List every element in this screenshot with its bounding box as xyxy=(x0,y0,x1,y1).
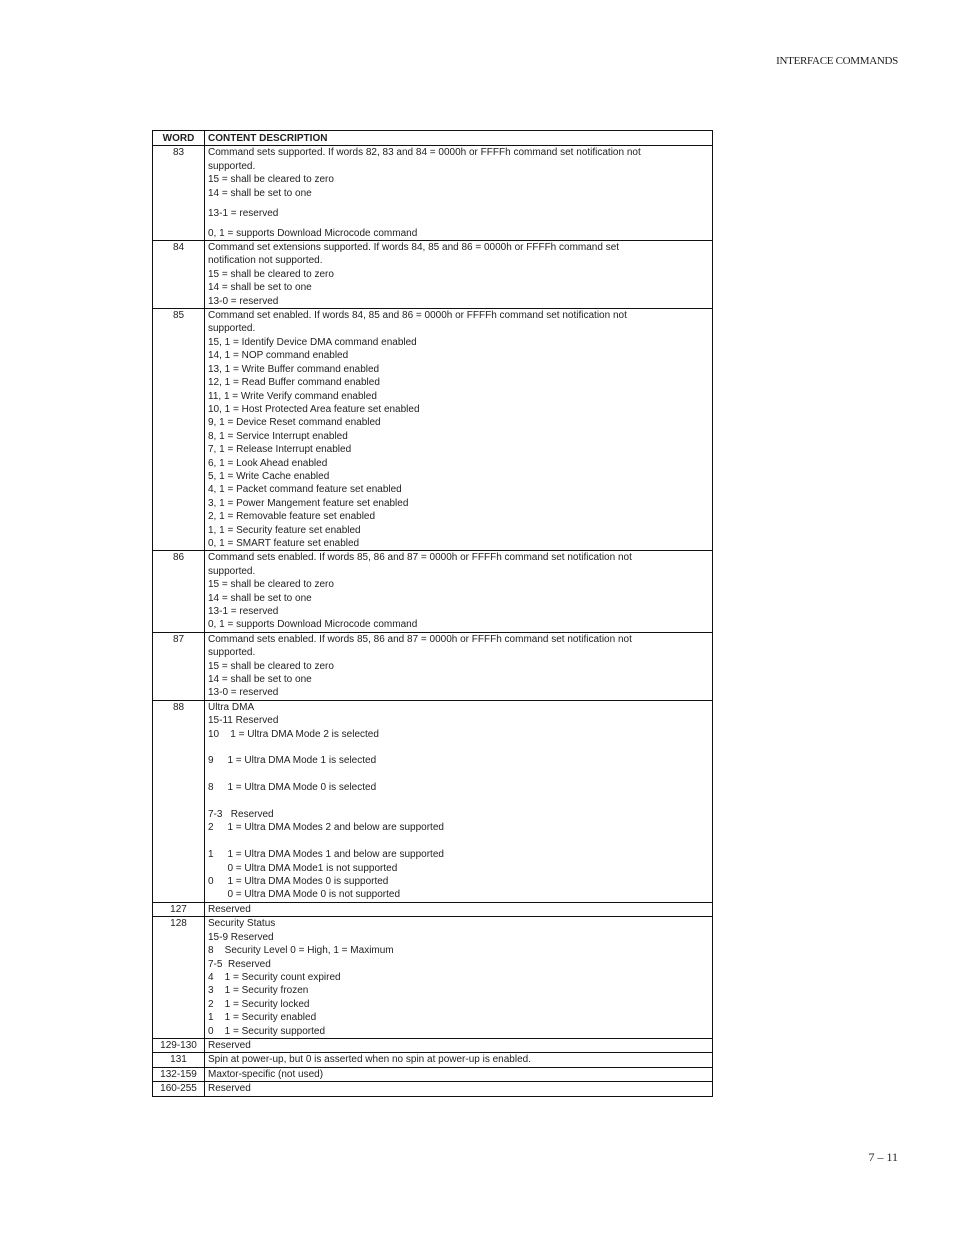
description-line: 9, 1 = Device Reset command enabled xyxy=(208,417,381,429)
identify-words-table xyxy=(152,130,713,1097)
description-line: 15 = shall be cleared to zero xyxy=(208,579,334,591)
table-row xyxy=(153,1053,713,1067)
description-line: 4, 1 = Packet command feature set enabled xyxy=(208,484,402,496)
table-row xyxy=(153,1038,713,1052)
description-line: 0 1 = Ultra DMA Modes 0 is supported xyxy=(208,876,389,888)
description-line: Security Status xyxy=(208,918,276,930)
content-cell xyxy=(205,902,713,916)
content-cell xyxy=(205,632,713,700)
description-line: 14, 1 = NOP command enabled xyxy=(208,350,349,362)
description-line: 6, 1 = Look Ahead enabled xyxy=(208,457,328,469)
table-row xyxy=(153,1067,713,1081)
description-line: 5, 1 = Write Cache enabled xyxy=(208,470,330,482)
description-line: 7-5 Reserved xyxy=(208,958,271,970)
word-cell: 127 xyxy=(153,902,205,916)
description-line: 8, 1 = Service Interrupt enabled xyxy=(208,430,348,442)
table-header-row xyxy=(153,131,713,146)
description-line: 1, 1 = Security feature set enabled xyxy=(208,524,361,536)
description-line: 3, 1 = Power Mangement feature set enabled xyxy=(208,497,409,509)
word-cell: 86 xyxy=(153,551,205,632)
content-cell xyxy=(205,1053,713,1067)
description-line: 8 1 = Ultra DMA Mode 0 is selected xyxy=(208,782,377,794)
word-cell: 131 xyxy=(153,1053,205,1067)
description-line: 2 1 = Ultra DMA Modes 2 and below are supported xyxy=(208,822,444,834)
content-cell xyxy=(205,241,713,309)
running-header: INTERFACE COMMANDS xyxy=(776,55,898,67)
table-row xyxy=(153,632,713,700)
description-line: Command set enabled. If words 84, 85 and 86 = 0000h or FFFFh command set notification not xyxy=(208,310,627,322)
description-line: 14 = shall be set to one xyxy=(208,282,312,294)
word-cell: 87 xyxy=(153,632,205,700)
description-line: 15, 1 = Identify Device DMA command enabled xyxy=(208,336,417,348)
table-row xyxy=(153,1082,713,1096)
description-line: 13-0 = reserved xyxy=(208,687,279,699)
description-line: Command set extensions supported. If words 84, 85 and 86 = 0000h or FFFFh command set xyxy=(208,242,620,254)
table-row xyxy=(153,146,713,241)
description-line: Ultra DMA xyxy=(208,701,255,713)
description-line: Reserved xyxy=(208,1083,251,1095)
table-row xyxy=(153,917,713,1039)
description-line: Maxtor-specific (not used) xyxy=(208,1068,324,1080)
description-line: 14 = shall be set to one xyxy=(208,674,312,686)
description-line: 10, 1 = Host Protected Area feature set enabled xyxy=(208,403,420,415)
description-line: Command sets enabled. If words 85, 86 and 87 = 0000h or FFFFh command set notification not xyxy=(208,552,632,564)
description-line: 1 1 = Security enabled xyxy=(208,1012,317,1024)
description-line: 2 1 = Security locked xyxy=(208,998,310,1010)
content-cell xyxy=(205,700,713,902)
description-line: Reserved xyxy=(208,1039,251,1051)
description-line: 13-1 = reserved xyxy=(208,606,279,617)
word-cell: 88 xyxy=(153,700,205,902)
description-line: 0, 1 = supports Download Microcode command xyxy=(208,227,418,239)
description-line: 8 Security Level 0 = High, 1 = Maximum xyxy=(208,945,394,957)
description-line: 7-3 Reserved xyxy=(208,809,274,821)
description-line: 14 = shall be set to one xyxy=(208,187,312,199)
description-line: 10 1 = Ultra DMA Mode 2 is selected xyxy=(208,728,379,740)
column-header-word: WORD xyxy=(153,131,205,146)
description-line: supported. xyxy=(208,323,256,335)
table-row xyxy=(153,551,713,632)
description-line: 15 = shall be cleared to zero xyxy=(208,268,334,280)
description-line: 15 = shall be cleared to zero xyxy=(208,174,334,186)
description-line: 15 = shall be cleared to zero xyxy=(208,660,334,672)
description-line: Command sets enabled. If words 85, 86 and 87 = 0000h or FFFFh command set notification not xyxy=(208,633,632,645)
word-cell: 129-130 xyxy=(153,1038,205,1052)
page-number: 7 – 11 xyxy=(868,1150,898,1164)
description-line: Spin at power-up, but 0 is asserted when no spin at power-up is enabled. xyxy=(208,1054,531,1066)
description-line: 0 1 = Security supported xyxy=(208,1025,326,1037)
word-cell: 128 xyxy=(153,917,205,1039)
description-line: 3 1 = Security frozen xyxy=(208,985,309,997)
description-line: 0, 1 = SMART feature set enabled xyxy=(208,537,360,549)
description-line: 1 1 = Ultra DMA Modes 1 and below are supported xyxy=(208,849,444,861)
word-cell: 84 xyxy=(153,241,205,309)
description-line: Command sets supported. If words 82, 83 and 84 = 0000h or FFFFh command set notification not xyxy=(208,147,641,159)
description-line: Reserved xyxy=(208,903,251,915)
content-cell xyxy=(205,917,713,1039)
table-row xyxy=(153,241,713,309)
content-cell xyxy=(205,1038,713,1052)
content-cell xyxy=(205,146,713,241)
description-line: 0 = Ultra DMA Mode 0 is not supported xyxy=(208,889,401,901)
description-line: 4 1 = Security count expired xyxy=(208,971,341,983)
description-line: 2, 1 = Removable feature set enabled xyxy=(208,511,376,523)
description-line: 0, 1 = supports Download Microcode command xyxy=(208,619,418,631)
description-line: 15-9 Reserved xyxy=(208,931,274,943)
content-cell xyxy=(205,1067,713,1081)
description-line: supported. xyxy=(208,160,256,172)
content-cell xyxy=(205,551,713,632)
description-line: 13, 1 = Write Buffer command enabled xyxy=(208,363,380,375)
description-line: 11, 1 = Write Verify command enabled xyxy=(208,390,377,402)
content-cell xyxy=(205,1082,713,1096)
description-line: 13-0 = reserved xyxy=(208,295,279,307)
word-cell: 83 xyxy=(153,146,205,241)
description-line: 9 1 = Ultra DMA Mode 1 is selected xyxy=(208,755,377,767)
word-cell: 85 xyxy=(153,309,205,551)
description-line: 13-1 = reserved xyxy=(208,207,279,219)
description-line: 12, 1 = Read Buffer command enabled xyxy=(208,377,380,389)
description-line: 14 = shall be set to one xyxy=(208,592,312,604)
description-line: 0 = Ultra DMA Mode1 is not supported xyxy=(208,862,398,874)
table-row xyxy=(153,902,713,916)
content-cell xyxy=(205,309,713,551)
word-cell: 160-255 xyxy=(153,1082,205,1096)
description-line: supported. xyxy=(208,647,256,659)
description-line: supported. xyxy=(208,565,256,577)
description-line: notification not supported. xyxy=(208,255,323,267)
table-row xyxy=(153,700,713,902)
description-line: 7, 1 = Release Interrupt enabled xyxy=(208,444,352,456)
word-cell: 132-159 xyxy=(153,1067,205,1081)
table-row xyxy=(153,309,713,551)
column-header-content: CONTENT DESCRIPTION xyxy=(205,131,713,146)
description-line: 15-11 Reserved xyxy=(208,715,279,727)
